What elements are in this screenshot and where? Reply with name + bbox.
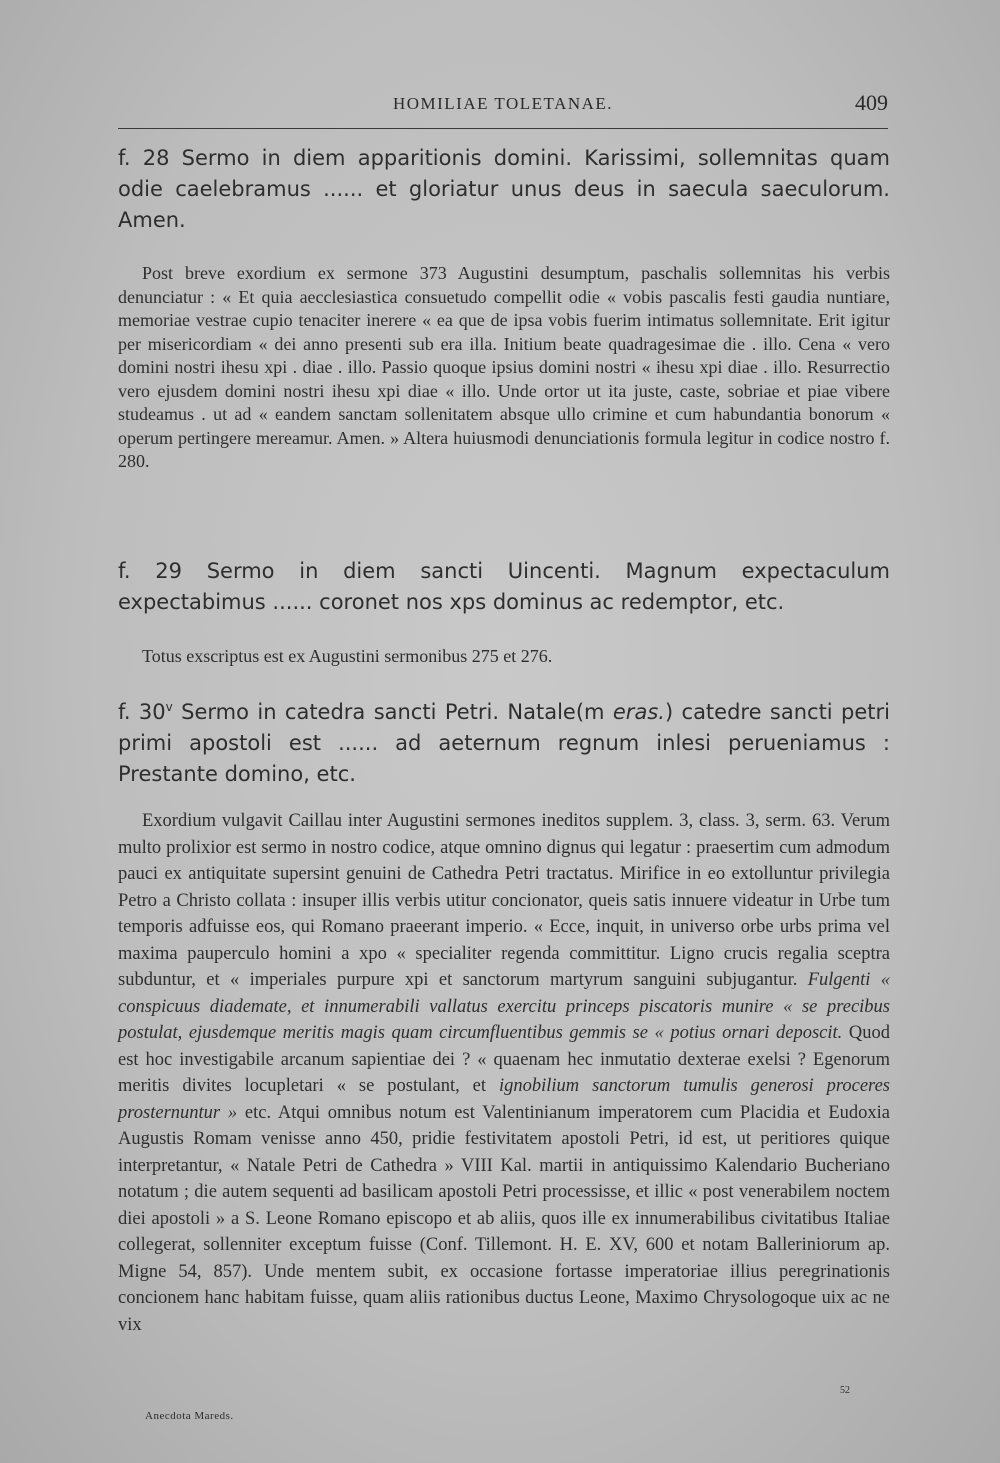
commentary-text-a: Exordium vulgavit Caillau inter Augustini sermones ineditos supplem. 3, class. 3, serm. 63. Verum multo prolixior est sermo in nostro codice, atque omnino dignus qui legatur : praesertim cum admodum pauci ex antiquitate supersint genuini de Cathedra Petri tractatus. Mirifice in eo extolluntur privilegia Petro a Christo collata : insuper illis verbis utitur concionator, queis satis innuere videatur in Urbe tum temporis adfuisse eos, qui Romano praeerant imperio. « Ecce, inquit, in universo orbe urbs prima vel maxima pauperculo homini a xpo « specialiter regenda committitur. Ligno crucis regalia sceptra subduntur, et « imperiales purpure xpi et sanctorum martyrum sanguini subjugantur. [118,811,890,990]
page-number: 409 [855,90,888,115]
entry-f29 [118,556,890,618]
commentary-f28: Post breve exordium ex sermone 373 Augustini desumptum, paschalis sollemnitas his verbis denunciatur : « Et quia aecclesiastica consuetudo compellit odie « vobis pascalis festi gaudia nuntiare, memoriae vestrae cupio tenaciter inerere « ea que de ipsa vobis fuerim intimatus sollemnitate. Erit igitur per misericordiam « dei anno presenti sub era illa. Initium beate quadragesimae die . illo. Cena « vero domini nostri ihesu xpi . diae . illo. Passio quoque ipsius domini nostri « ihesu xpi diae . illo. Resurrectio vero ejusdem domini nostri ihesu xpi diae « illo. Unde ortor ut ita juste, caste, sobriae et piae vibere studeamus . ut ad « eandem sanctam sollenitatem absque ullo crimine et cum habundantia bonorum « operum pertingere mereamur. Amen. » Altera huiusmodi denunciationis formula legitur in codice nostro f. 280. [118,263,890,471]
entry-text-a: Sermo in catedra sancti Petri. Natale(m [181,700,613,724]
entry-text: Sermo in diem apparitionis domini. Karissimi, sollemnitas quam odie caelebramus ...... et gloriatur unus deus in saecula saeculorum. Amen. [118,146,890,232]
folio-ref: f. 29 [118,559,182,583]
folio-ref: f. 28 [118,146,170,170]
signature-number: 52 [840,1385,850,1396]
entry-text: Sermo in diem sancti Uincenti. Magnum expectaculum expectabimus ...... coronet nos xps dominus ac redemptor, etc. [118,559,890,614]
commentary-quote-italic-2: ignobilium sanctorum tumulis generosi proceres prosternuntur » [118,1076,890,1123]
commentary-text-c: etc. Atqui omnibus notum est Valentinianum imperatorem cum Placidia et Eudoxia Augustis Romam venisse anno 450, pridie festivitatem apostoli Petri, id est, ut peritiores quique interpretantur, « Natale Petri de Cathedra » VIII Kal. martii in antiquissimo Kalendario Bucheriano notatum ; die autem sequenti ad basilicam apostoli Petri processisse, et illic « post venerabilem noctem diei apostoli » a S. Leone Romano episcopo et ab aliis, quos ille ex innumerabilibus civitatibus Italiae collegerat, sollenniter exceptum fuisse (Conf. Tillemont. H. E. XV, 600 et notam Balleriniorum ap. Migne 54, 857). Unde mentem subit, ex occasione fortasse imperatoriae illius peregrinationis concionem hanc habitam fuisse, quam aliis rationibus ductus Leone, Maximo Chrysologoque uix ac ne vix [118,1102,890,1335]
commentary-f30v [118,808,890,1338]
folio-verso-mark: v [165,700,173,714]
running-title: HOMILIAE TOLETANAE. [392,94,614,113]
entry-f30v [118,692,890,790]
entry-text-b: ) catedre sancti petri primi apostoli est ...... ad aeternum regnum inlesi perueniamus : Prestante domino, etc. [118,700,890,786]
running-head [118,90,888,129]
folio-ref: f. 30 [118,700,166,724]
commentary-quote-italic: Fulgenti « conspicuus diademate, et innumerabili vallatus exercitu princeps piscatoris munire « se precibus postulat, ejusdemque meritis magis quam circumfluentibus gemmis se « potius ornari deposcit. [118,970,890,1043]
commentary-f29: Totus exscriptus est ex Augustini sermonibus 275 et 276. [142,646,553,666]
signature-line: Anecdota Mareds. [145,1410,234,1422]
entry-f28 [118,143,890,236]
commentary-text-b: Quod est hoc investigabile arcanum sapientiae dei ? « quaenam hec inmutatio dexterae exelsi ? Egenorum meritis divites locupletari « se postulant, et [118,1023,890,1096]
entry-text-italic: eras. [612,700,665,724]
